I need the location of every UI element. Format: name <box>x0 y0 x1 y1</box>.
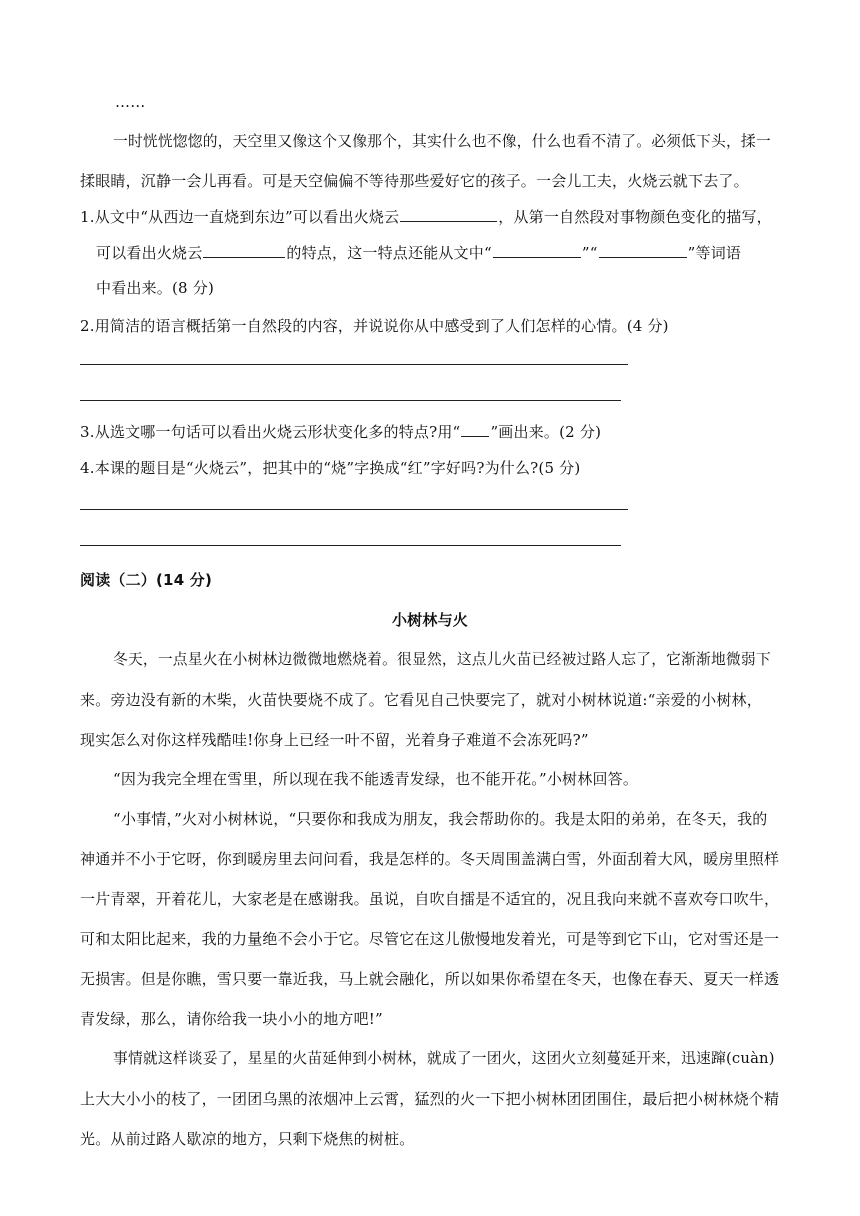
passage-line: “小事情，”火对小树林说，“只要你和我成为朋友，我会帮助你的。我是太阳的弟弟，在冬天，我的 <box>113 810 768 828</box>
paragraph-line: 一时恍恍惚惚的，天空里又像这个又像那个，其实什么也不像，什么也看不清了。必须低下头，揉一 <box>113 133 771 150</box>
question-3: 3.从选文哪一句话可以看出火烧云形状变化多的特点?用“ ”画出来。(2 分) <box>80 423 602 441</box>
passage-line: 现实怎么对你这样残酷哇!你身上已经一叶不留，光着身子难道不会冻死吗?” <box>80 731 589 749</box>
passage-line: 来。旁边没有新的木柴，火苗快要烧不成了。它看见自己快要完了，就对小树林说道:“亲爱的小树林， <box>80 691 762 709</box>
passage-title: 小树林与火 <box>391 611 468 629</box>
answer-line[interactable] <box>80 364 628 365</box>
question-1-line-1: 1.从文中“从西边一直烧到东边”可以看出火烧云 ，从第一自然段对事物颜色变化的描写， <box>80 208 772 226</box>
passage-line: 事情就这样谈妥了，星星的火苗延伸到小树林，就成了一团火，这团火立刻蔓延开来，迅速蹿(cuàn) <box>113 1050 775 1067</box>
question-1-line-2: 可以看出火烧云 的特点，这一特点还能从文中“ ”“ ”等词语 <box>96 244 742 262</box>
answer-line[interactable] <box>80 400 621 401</box>
passage-line: 神通并不小于它呀，你到暖房里去问问看，我是怎样的。冬天周围盖满白雪，外面刮着大风，暖房里照样 <box>80 850 780 868</box>
section-heading: 阅读（二）(14 分) <box>80 571 213 589</box>
underline-sample <box>461 422 489 437</box>
question-4: 4.本课的题目是“火烧云”，把其中的“烧”字换成“红”字好吗?为什么?(5 分) <box>80 459 581 477</box>
passage-line: 一片青翠，开着花儿，大家老是在感谢我。虽说，自吹自擂是不适宜的，况且我向来就不喜欢夸口吹牛， <box>80 890 780 908</box>
paragraph-line: 揉眼睛，沉静一会儿再看。可是天空偏偏不等待那些爱好它的孩子。一会儿工夫，火烧云就下去了。 <box>80 172 749 190</box>
passage-line: 上大大小小的枝了，一团团乌黑的浓烟冲上云霄，猛烈的火一下把小树林团团围住，最后把小树林烧个精 <box>80 1090 780 1108</box>
answer-line[interactable] <box>80 545 621 546</box>
question-2: 2.用简洁的语言概括第一自然段的内容，并说说你从中感受到了人们怎样的心情。(4 分) <box>80 317 669 335</box>
passage-line: 光。从前过路人歇凉的地方，只剩下烧焦的树桩。 <box>80 1130 415 1148</box>
answer-blank[interactable] <box>493 243 581 258</box>
answer-blank[interactable] <box>203 243 285 258</box>
passage-line: “因为我完全埋在雪里，所以现在我不能透青发绿，也不能开花。”小树林回答。 <box>113 770 639 788</box>
passage-line: 青发绿，那么，请你给我一块小小的地方吧!” <box>80 1010 383 1028</box>
ellipsis: …… <box>115 93 146 111</box>
passage-line: 可和太阳比起来，我的力量绝不会小于它。尽管它在这儿傲慢地发着光，可是等到它下山，它对雪还是一 <box>80 930 780 948</box>
answer-line[interactable] <box>80 509 628 510</box>
answer-blank[interactable] <box>599 243 687 258</box>
question-1-line-3: 中看出来。(8 分) <box>96 279 215 297</box>
answer-blank[interactable] <box>400 207 497 222</box>
passage-line: 无损害。但是你瞧，雪只要一靠近我，马上就会融化，所以如果你希望在冬天，也像在春天、夏天一样透 <box>80 970 780 988</box>
passage-line: 冬天，一点星火在小树林边微微地燃烧着。很显然，这点儿火苗已经被过路人忘了，它渐渐地微弱下 <box>113 651 771 668</box>
